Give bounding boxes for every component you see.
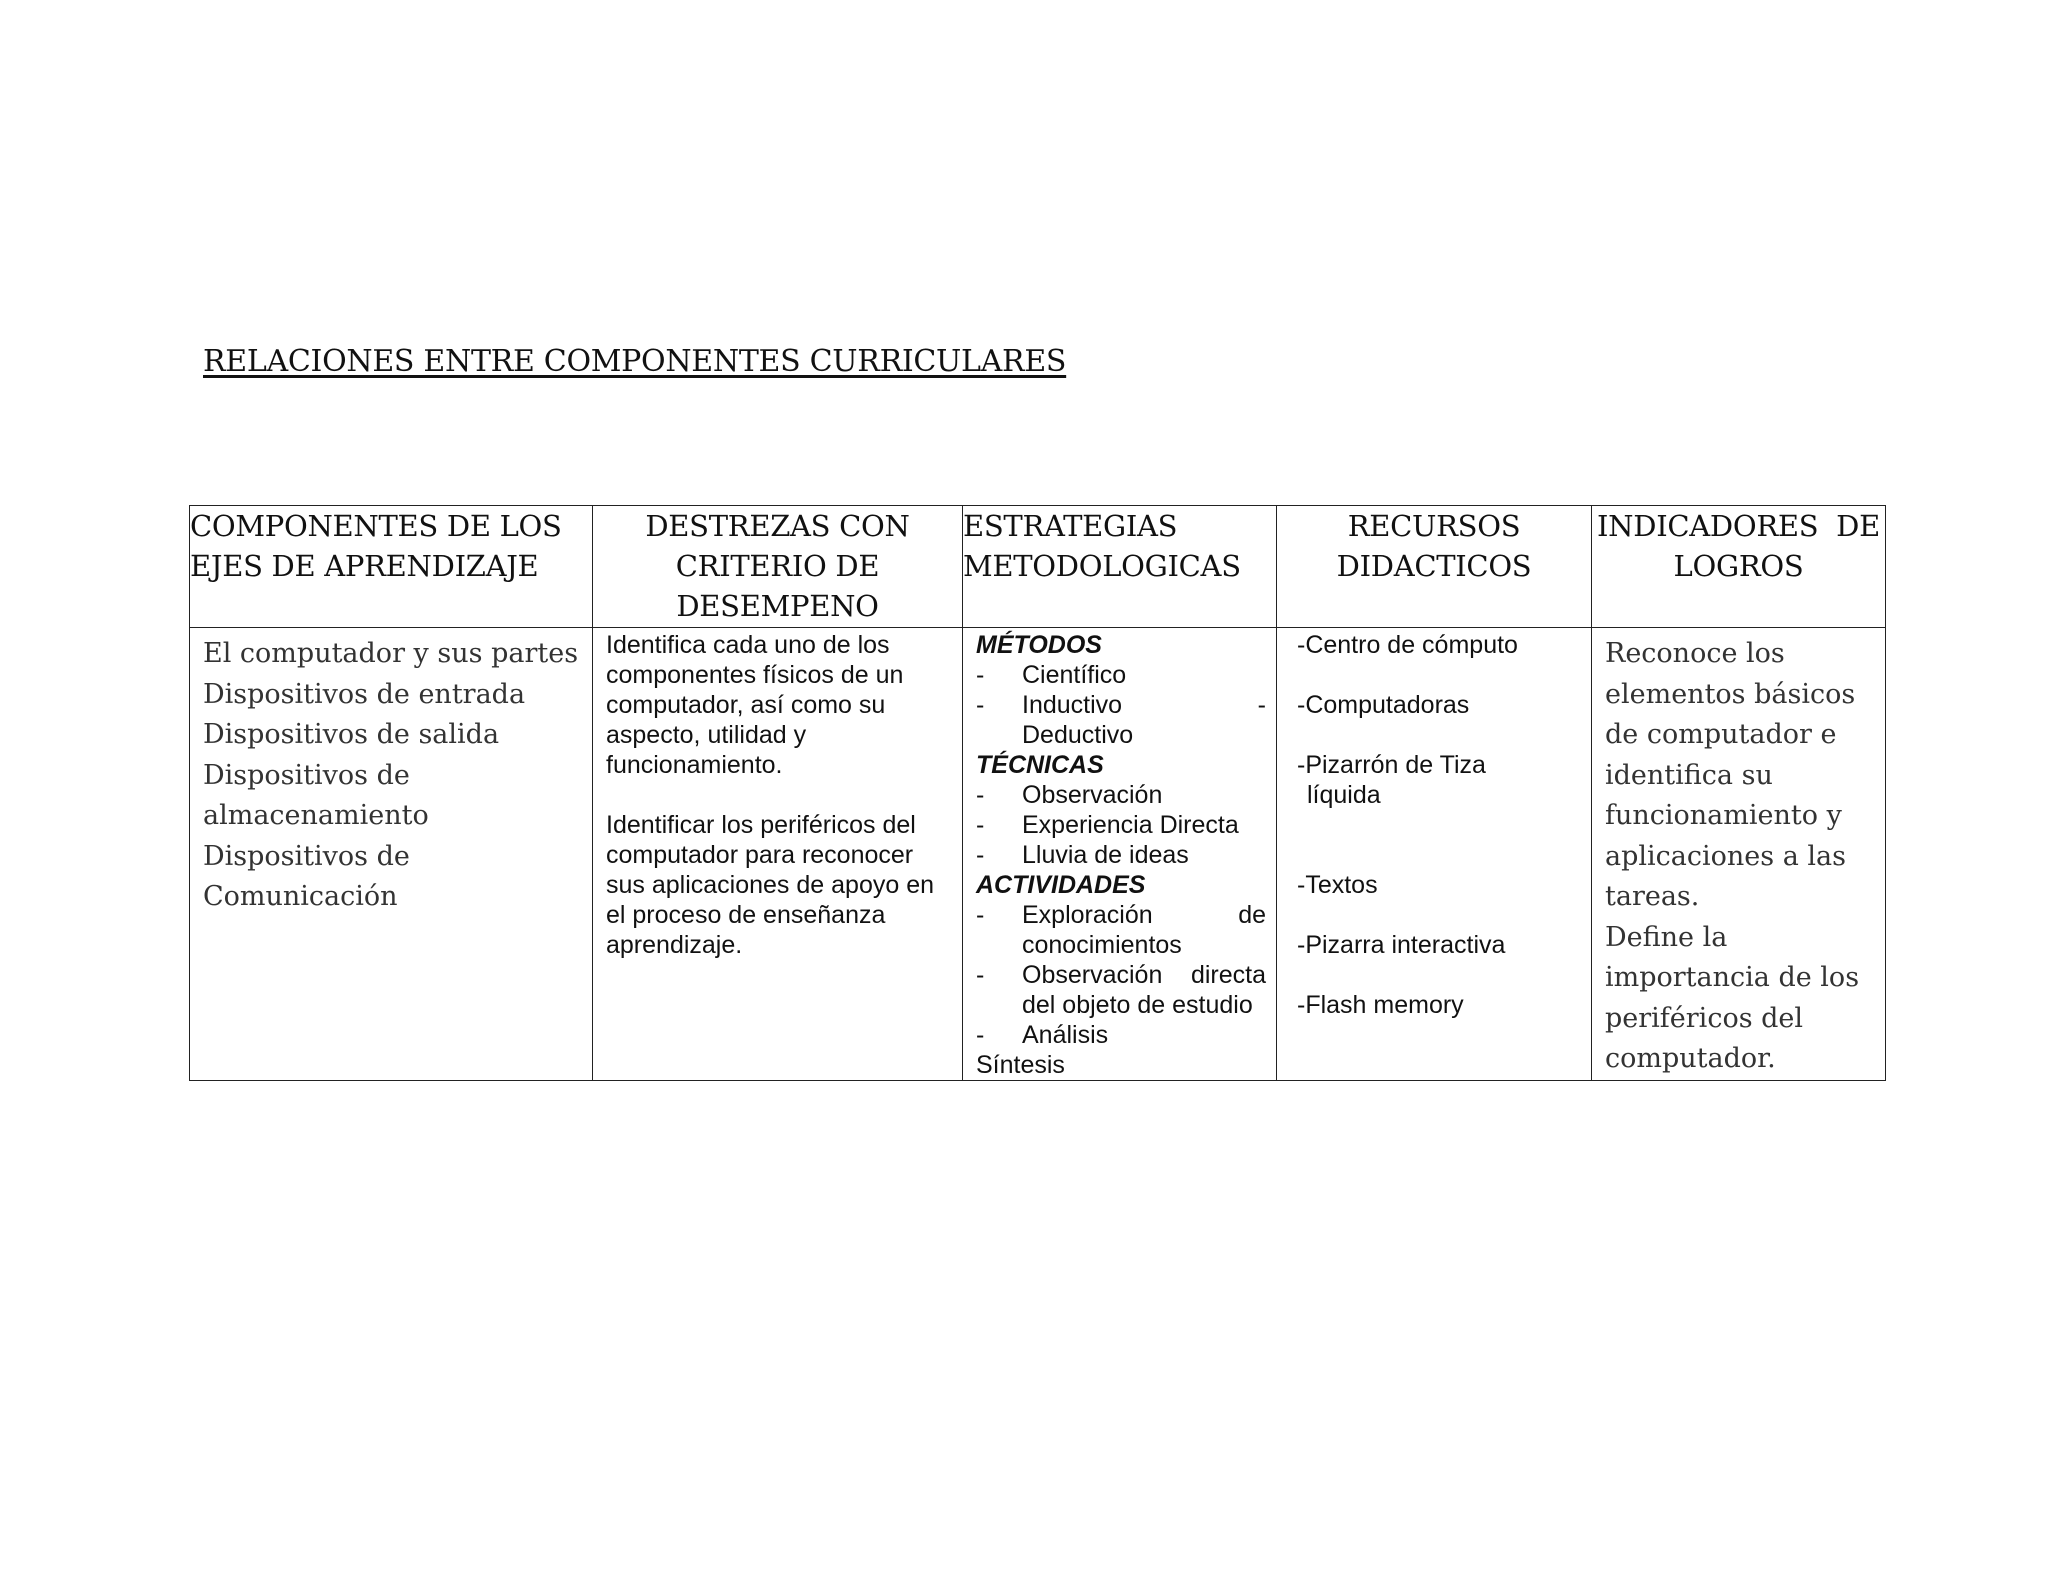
cell-recursos [1277, 628, 1592, 1081]
curricular-components-table [189, 505, 1889, 1081]
recurso-item: -Textos [1297, 871, 1378, 899]
list-dash: - [976, 961, 985, 989]
indicador-line: elementos básicos [1605, 678, 1856, 710]
list-dash: - [976, 811, 985, 839]
destreza-paragraph: Identifica cada uno de los componentes físicos de un computador, así como su aspecto, utilidad y funcionamiento. [606, 631, 904, 779]
cell-destrezas [593, 628, 963, 1081]
indicador-line: computador. [1605, 1043, 1776, 1074]
header-componentes: COMPONENTES DE LOS EJES DE APRENDIZAJE [190, 506, 593, 628]
list-dash: - [976, 691, 985, 719]
componente-item: Dispositivos de entrada [203, 678, 526, 710]
header-estrategias: ESTRATEGIAS METODOLOGICAS [963, 506, 1277, 628]
cell-componentes [190, 628, 593, 1081]
list-dash: - [976, 901, 985, 929]
componente-item: Comunicación [203, 881, 398, 912]
table-row [190, 628, 1886, 1081]
document-title: RELACIONES ENTRE COMPONENTES CURRICULARES [203, 344, 1067, 379]
list-item [976, 780, 1266, 810]
actividad-item: Observación directa del objeto de estudio [1022, 961, 1266, 1019]
componente-item: Dispositivos de [203, 759, 410, 791]
recurso-item: líquida [1307, 781, 1381, 809]
recurso-item: -Pizarrón de Tiza [1297, 751, 1486, 779]
list-item [976, 930, 1266, 960]
indicador-line: Reconoce los [1605, 638, 1785, 669]
indicador-line: aplicaciones a las [1605, 840, 1846, 872]
tecnicas-heading: TÉCNICAS [976, 751, 1104, 779]
tecnica-item: Observación [1022, 781, 1163, 809]
actividades-heading: ACTIVIDADES [976, 871, 1146, 899]
list-item [976, 840, 1266, 870]
indicador-line: Define la [1605, 921, 1728, 953]
actividad-item-text: Exploración [1022, 901, 1153, 929]
list-item [976, 900, 1266, 930]
recurso-item: -Flash memory [1297, 991, 1464, 1019]
metodo-item-hyphen: - [1257, 691, 1266, 719]
indicador-line: identifica su [1605, 759, 1773, 791]
recurso-item: -Pizarra interactiva [1297, 931, 1506, 959]
list-item [976, 810, 1266, 840]
componente-item: El computador y sus partes [203, 638, 579, 669]
list-dash: - [976, 1021, 985, 1049]
indicador-line: importancia de los [1605, 962, 1860, 993]
actividad-item [1022, 900, 1266, 930]
spacer [1297, 720, 1581, 750]
spacer [1297, 810, 1581, 870]
recurso-item: -Computadoras [1297, 691, 1470, 719]
list-item [976, 690, 1266, 720]
metodo-item: Científico [1022, 661, 1127, 689]
header-recursos: RECURSOS DIDACTICOS [1277, 506, 1592, 628]
recurso-item: -Centro de cómputo [1297, 631, 1518, 659]
sintesis-item: Síntesis [976, 1051, 1065, 1079]
indicador-line: periféricos del [1605, 1002, 1804, 1034]
list-item [976, 720, 1266, 750]
metodos-heading: MÉTODOS [976, 631, 1102, 659]
componente-item: almacenamiento [203, 800, 429, 831]
actividad-item: Análisis [1022, 1021, 1109, 1049]
indicador-line: tareas. [1605, 881, 1700, 912]
spacer [1297, 660, 1581, 690]
list-dash: - [976, 781, 985, 809]
list-item [976, 1020, 1266, 1050]
table-header-row [190, 506, 1886, 628]
componente-item: Dispositivos de [203, 840, 410, 872]
list-dash-spacer [976, 720, 1022, 750]
indicador-line: de computador e [1605, 719, 1837, 750]
list-dash: - [976, 661, 985, 689]
tecnica-item: Experiencia Directa [1022, 811, 1239, 839]
spacer [1297, 960, 1581, 990]
list-item [976, 960, 1266, 1020]
header-destrezas: DESTREZAS CON CRITERIO DE DESEMPENO [593, 506, 963, 628]
actividad-item-text: de [1238, 901, 1266, 929]
componente-item: Dispositivos de salida [203, 719, 500, 750]
metodo-item-text: Inductivo [1022, 691, 1123, 719]
destreza-paragraph: Identificar los periféricos del computador para reconocer sus aplicaciones de apoyo en el proceso de enseñanza aprendizaje. [606, 811, 935, 959]
spacer [1297, 900, 1581, 930]
list-dash: - [976, 841, 985, 869]
list-dash-spacer [976, 930, 1022, 960]
metodo-item [1022, 690, 1266, 720]
cell-estrategias [963, 628, 1277, 1081]
metodo-item: Deductivo [1022, 721, 1134, 749]
list-item [976, 660, 1266, 690]
actividad-item: conocimientos [1022, 931, 1182, 959]
cell-indicadores [1592, 628, 1886, 1081]
indicador-line: funcionamiento y [1605, 800, 1842, 831]
header-indicadores: INDICADORES DE LOGROS [1592, 506, 1886, 628]
tecnica-item: Lluvia de ideas [1022, 841, 1189, 869]
